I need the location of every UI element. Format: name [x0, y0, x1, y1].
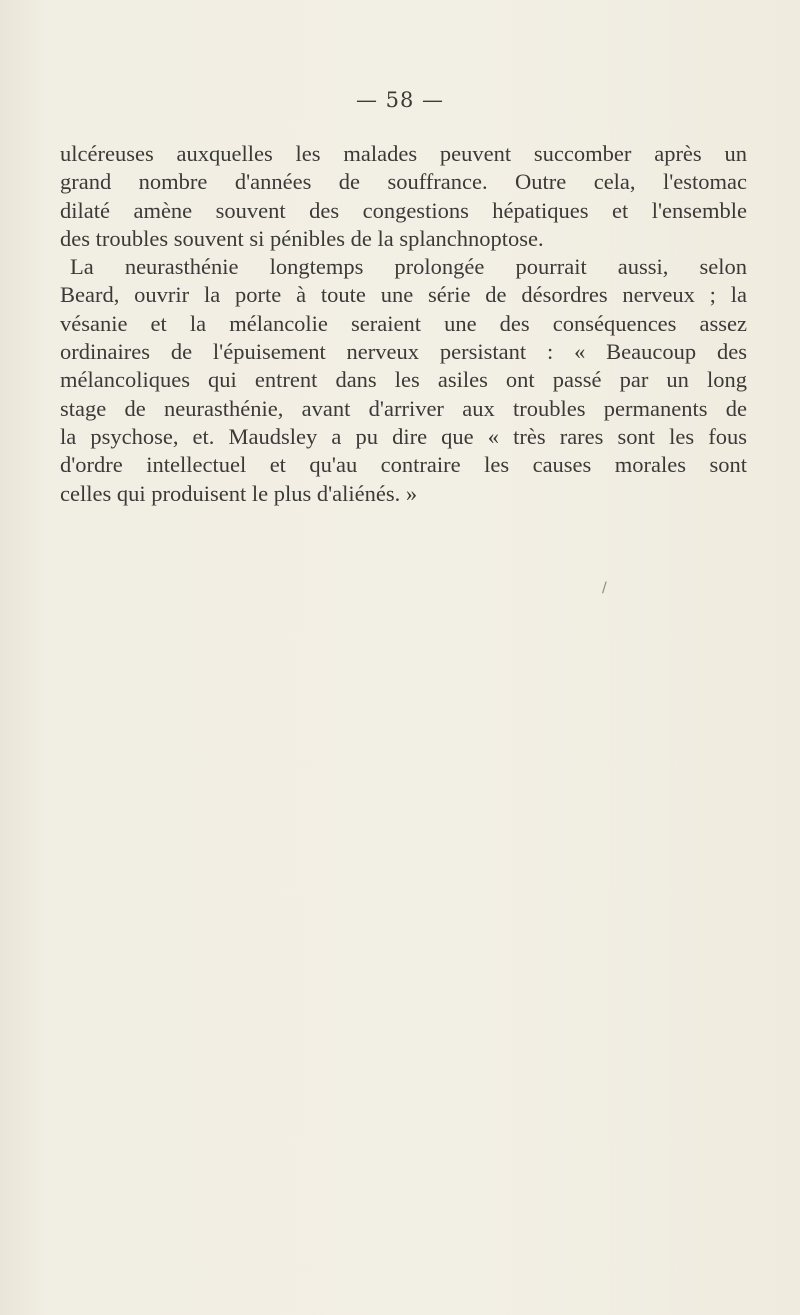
text-line: celles qui produisent le plus d'aliénés. » [60, 480, 418, 506]
text-line: Beard, ouvrir la porte à toute une série de désordres nerveux ; la [60, 282, 747, 308]
text-line: la psychose, et. Maudsley a pu dire que « très rares sont les fous [60, 423, 747, 449]
text-line: d'ordre intellectuel et qu'au contraire les causes morales sont [60, 452, 747, 478]
text-line: dilaté amène souvent des congestions hépatiques et l'ensemble [60, 197, 747, 223]
text-line: mélancoliques qui entrent dans les asiles ont passé par un long [60, 367, 747, 393]
text-line: grand nombre d'années de souffrance. Outre cela, l'estomac [60, 169, 747, 195]
body-text [60, 140, 747, 508]
stray-pencil-mark: / [602, 580, 607, 596]
text-line: stage de neurasthénie, avant d'arriver aux troubles permanents de [60, 395, 747, 421]
text-line: vésanie et la mélancolie seraient une des conséquences assez [60, 310, 747, 336]
text-line: La neurasthénie longtemps prolongée pourrait aussi, selon [70, 254, 747, 280]
text-line: ulcéreuses auxquelles les malades peuvent succomber après un [60, 141, 747, 166]
text-line: des troubles souvent si pénibles de la splanchnoptose. [60, 225, 544, 251]
page-number: — 58 — [355, 88, 445, 112]
text-line: ordinaires de l'épuisement nerveux persistant : « Beaucoup des [60, 339, 747, 365]
